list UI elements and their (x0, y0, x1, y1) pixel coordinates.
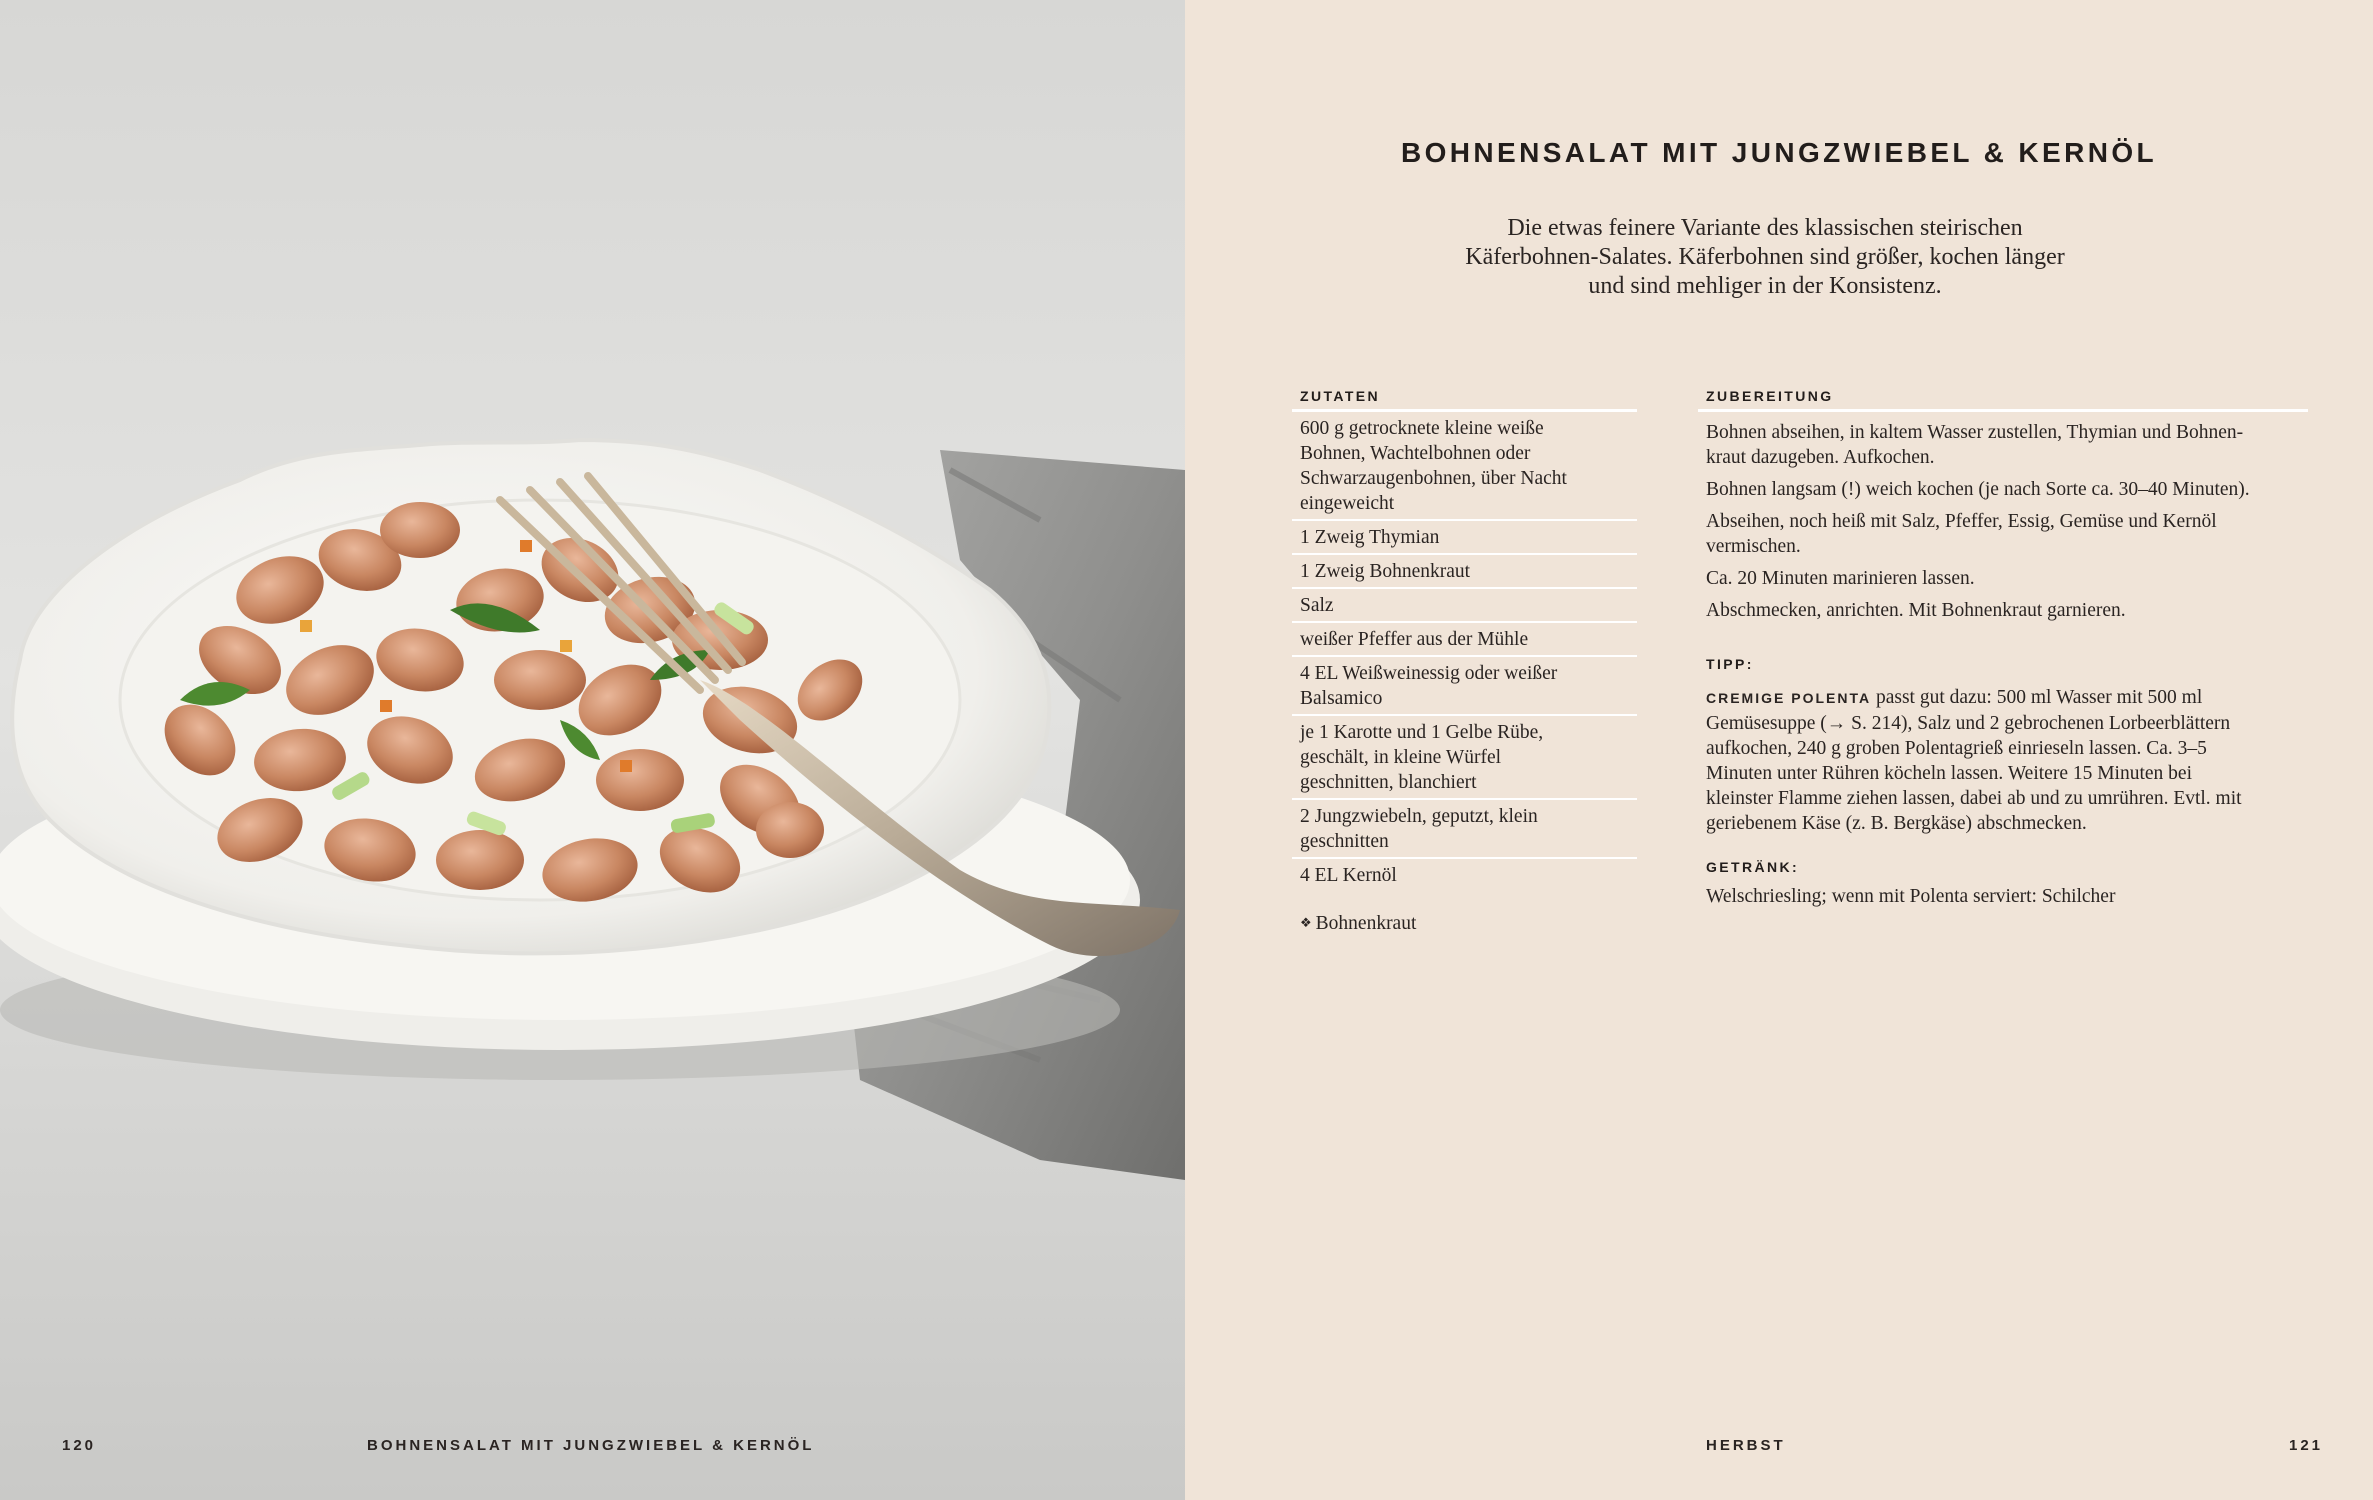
drink-heading: GETRÄNK: (1706, 859, 1800, 875)
ingredient-item (1292, 716, 1637, 800)
ingredient-line: 4 EL Kernöl (1300, 865, 1397, 886)
intro-line: Die etwas feinere Variante des klassischen steirischen (1507, 215, 2023, 241)
method-heading: ZUBEREITUNG (1706, 388, 1834, 404)
ingredient-line: 4 EL Weißweinessig oder weißer (1300, 663, 1558, 684)
method-steps (1698, 420, 2308, 623)
intro-line: und sind mehliger in der Konsistenz. (1588, 273, 1942, 299)
ingredients-heading: ZUTATEN (1300, 388, 1381, 404)
recipe-title: BOHNENSALAT MIT JUNGZWIEBEL & KERNÖL (1400, 137, 2158, 168)
page-number-right: 121 (2289, 1437, 2324, 1454)
intro-line: Käferbohnen-Salates. Käferbohnen sind größer, kochen länger (1465, 244, 2065, 270)
tip-line: aufkochen, 240 g groben Polentagrieß einrieseln lassen. Ca. 3–5 (1706, 738, 2207, 759)
right-page (1185, 0, 2373, 1500)
garnish (1292, 910, 1637, 936)
tip-line: Minuten unter Rühren köcheln lassen. Weitere 15 Minuten bei (1706, 763, 2192, 784)
ingredient-line: geschnitten, blanchiert (1300, 772, 1477, 793)
method-step (1698, 598, 2308, 623)
running-head-left: BOHNENSALAT MIT JUNGZWIEBEL & KERNÖL (367, 1437, 815, 1454)
ingredient-item (1292, 657, 1637, 716)
left-page (0, 0, 1185, 1500)
method-step-line: Ca. 20 Minuten marinieren lassen. (1706, 568, 1975, 589)
method-step (1698, 566, 2308, 591)
method-step-line: Abseihen, noch heiß mit Salz, Pfeffer, Essig, Gemüse und Kernöl (1706, 511, 2217, 532)
method-step-line: Abschmecken, anrichten. Mit Bohnenkraut garnieren. (1706, 600, 2126, 621)
ingredient-line: 1 Zweig Bohnenkraut (1300, 561, 1471, 582)
bean-salad-photo (0, 0, 1185, 1500)
ingredient-line: 1 Zweig Thymian (1300, 527, 1440, 548)
method-step (1698, 509, 2308, 559)
ingredient-line: Salz (1300, 595, 1334, 616)
ingredient-line: Balsamico (1300, 688, 1383, 709)
ingredient-item (1292, 623, 1637, 657)
tip-line: geriebenem Käse (z. B. Bergkäse) abschmecken. (1706, 813, 2087, 834)
tip-text (1698, 685, 2308, 836)
method-section (1698, 385, 2308, 909)
tip-line: Gemüsesuppe (→ S. 214), Salz und 2 gebrochenen Lorbeerblättern (1706, 713, 2231, 734)
ingredient-line: geschnitten (1300, 831, 1389, 852)
drink-text: Welschriesling; wenn mit Polenta serviert: Schilcher (1706, 886, 2116, 907)
method-rule (1698, 409, 2308, 412)
tip-first-line-rest: passt gut dazu: 500 ml Wasser mit 500 ml (1871, 687, 2203, 708)
ingredient-line: eingeweicht (1300, 493, 1395, 514)
ingredient-line: weißer Pfeffer aus der Mühle (1300, 629, 1529, 650)
ingredient-line: je 1 Karotte und 1 Gelbe Rübe, (1300, 722, 1544, 743)
ingredient-line: 2 Jungzwiebeln, geputzt, klein (1300, 806, 1538, 827)
garnish-bullet-icon: ❖ (1300, 915, 1312, 930)
method-step (1698, 477, 2308, 502)
method-step-line: kraut dazugeben. Aufkochen. (1706, 447, 1935, 468)
page-number-left: 120 (62, 1437, 97, 1454)
ingredient-line: geschält, in kleine Würfel (1300, 747, 1502, 768)
method-step-line: Bohnen abseihen, in kaltem Wasser zustellen, Thymian und Bohnen- (1706, 422, 2244, 443)
running-head-right: HERBST (1706, 1437, 1786, 1454)
ingredient-line: Schwarzaugenbohnen, über Nacht (1300, 468, 1567, 489)
ingredients-section (1292, 385, 1637, 936)
ingredient-line: 600 g getrocknete kleine weiße (1300, 418, 1544, 439)
ingredient-item (1292, 521, 1637, 555)
ingredient-item (1292, 412, 1637, 521)
ingredient-item (1292, 800, 1637, 859)
tip-lead: CREMIGE POLENTA (1706, 690, 1872, 706)
ingredient-item (1292, 859, 1637, 891)
tip-line (1706, 685, 2308, 711)
recipe-intro (1415, 214, 2115, 301)
ingredient-list (1292, 412, 1637, 891)
garnish-text: Bohnenkraut (1315, 913, 1417, 934)
method-step (1698, 420, 2308, 470)
ingredient-line: Bohnen, Wachtelbohnen oder (1300, 443, 1531, 464)
method-step-line: Bohnen langsam (!) weich kochen (je nach Sorte ca. 30–40 Minuten). (1706, 479, 2250, 500)
tip-heading: TIPP: (1706, 656, 1754, 672)
method-step-line: vermischen. (1706, 536, 1801, 557)
ingredient-item (1292, 589, 1637, 623)
ingredient-item (1292, 555, 1637, 589)
tip-line: kleinster Flamme ziehen lassen, dabei ab und zu umrühren. Evtl. mit (1706, 788, 2242, 809)
